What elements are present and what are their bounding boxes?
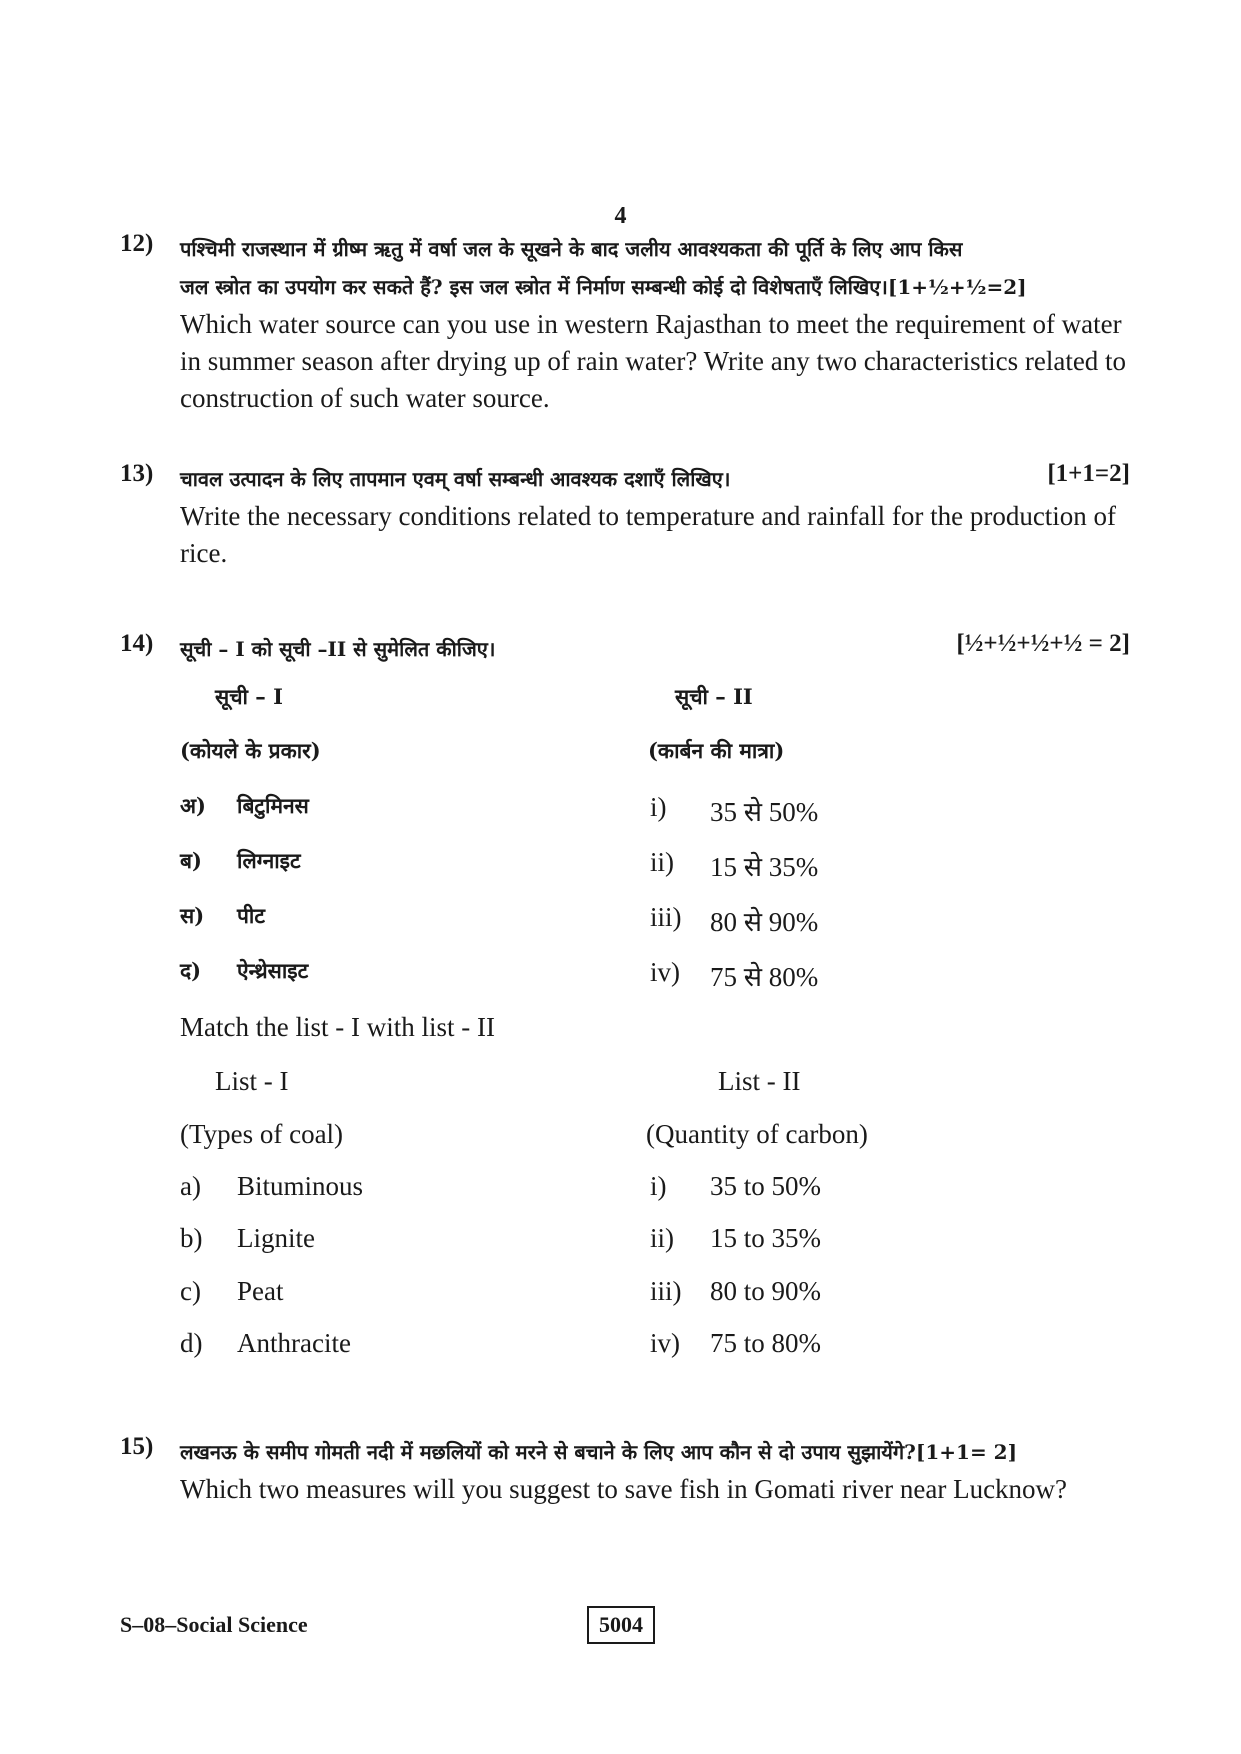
english-list-titles [120, 1066, 1130, 1106]
english-list2-title: List - II [718, 1066, 801, 1096]
question-12-hindi-line2: जल स्त्रोत का उपयोग कर सकते हैं? इस जल स्त्रोत में निर्माण सम्बन्धी कोई दो विशेषताएँ लिखिए।[1+½+½=2] [180, 275, 1027, 299]
question-13 [120, 460, 1130, 572]
question-15 [120, 1433, 1130, 1508]
row-letter: a) [180, 1171, 201, 1201]
coal-type: लिग्नाइट [237, 848, 301, 873]
row-numeral: iv) [650, 1328, 680, 1358]
footer-paper-code: 5004 [587, 1606, 655, 1644]
carbon-quantity: 80 से 90% [710, 907, 819, 937]
question-15-english: Which two measures will you suggest to save fish in Gomati river near Lucknow? [180, 1474, 1068, 1504]
english-list-subtitles [120, 1119, 1130, 1159]
question-12-hindi-line1: पश्चिमी राजस्थान में ग्रीष्म ऋतु में वर्षा जल के सूखने के बाद जलीय आवश्यकता की पूर्ति के लिए आप किस [180, 237, 963, 261]
question-14 [120, 630, 1130, 668]
row-letter: c) [180, 1276, 201, 1306]
carbon-quantity: 75 से 80% [710, 962, 819, 992]
coal-type: Bituminous [237, 1171, 364, 1201]
hindi-match-row [120, 847, 1130, 887]
question-number: 14) [120, 630, 154, 657]
hindi-list1-subtitle: (कोयले के प्रकार) [180, 738, 321, 763]
carbon-quantity: 80 to 90% [710, 1276, 821, 1306]
question-number: 12) [120, 230, 154, 257]
english-instruction-row [120, 1012, 1130, 1052]
coal-type: Lignite [237, 1223, 315, 1253]
question-15-hindi: लखनऊ के समीप गोमती नदी में मछलियों को मरने से बचाने के लिए आप कौन से दो उपाय सुझायेंगे?[1+1= 2] [180, 1440, 1018, 1464]
question-13-marks: [1+1=2] [1047, 460, 1130, 487]
english-match-row [120, 1328, 1130, 1368]
hindi-list1-title: सूची – I [215, 684, 283, 709]
english-instruction: Match the list - I with list - II [180, 1012, 495, 1042]
question-number: 13) [120, 460, 154, 487]
coal-type: ऐन्थ्रेसाइट [237, 958, 309, 983]
question-14-hindi: सूची – I को सूची –II से सुमेलित कीजिए। [180, 637, 496, 661]
coal-type: Peat [237, 1276, 284, 1306]
row-letter: b) [180, 1223, 203, 1253]
coal-type: बिटुमिनस [237, 793, 309, 818]
carbon-quantity: 15 to 35% [710, 1223, 821, 1253]
question-12 [120, 230, 1130, 417]
hindi-list2-subtitle: (कार्बन की मात्रा) [648, 738, 785, 763]
english-match-row [120, 1276, 1130, 1316]
english-match-row [120, 1223, 1130, 1263]
carbon-quantity: 35 to 50% [710, 1171, 821, 1201]
row-numeral: iii) [650, 1276, 682, 1306]
hindi-match-row [120, 792, 1130, 832]
carbon-quantity: 75 to 80% [710, 1328, 821, 1358]
row-numeral: iii) [650, 902, 682, 932]
row-numeral: i) [650, 792, 667, 822]
row-numeral: ii) [650, 1223, 674, 1253]
hindi-list-titles [120, 683, 1130, 723]
question-number: 15) [120, 1433, 154, 1460]
row-letter: d) [180, 1328, 203, 1358]
question-14-marks: [½+½+½+½ = 2] [956, 630, 1130, 657]
footer-subject: S–08–Social Science [120, 1612, 308, 1637]
english-match-row [120, 1171, 1130, 1211]
carbon-quantity: 15 से 35% [710, 852, 819, 882]
row-numeral: ii) [650, 847, 674, 877]
coal-type: पीट [237, 903, 265, 928]
row-numeral: i) [650, 1171, 667, 1201]
row-letter: स) [180, 903, 205, 928]
question-13-hindi: चावल उत्पादन के लिए तापमान एवम् वर्षा सम्बन्धी आवश्यक दशाएँ लिखिए। [180, 467, 731, 491]
question-12-english: Which water source can you use in western Rajasthan to meet the requirement of water in summer season after drying up of rain water? Write any two characteristics related to construction of such water source. [180, 309, 1127, 413]
page-number: 4 [614, 203, 627, 229]
hindi-match-row [120, 902, 1130, 942]
hindi-match-row [120, 957, 1130, 997]
english-list1-title: List - I [215, 1066, 289, 1096]
row-letter: ब) [180, 848, 202, 873]
row-letter: द) [180, 958, 202, 983]
hindi-list-subtitles [120, 737, 1130, 777]
english-list2-subtitle: (Quantity of carbon) [646, 1119, 868, 1149]
english-list1-subtitle: (Types of coal) [180, 1119, 344, 1149]
coal-type: Anthracite [237, 1328, 351, 1358]
question-13-english: Write the necessary conditions related to temperature and rainfall for the production of rice. [180, 501, 1117, 568]
carbon-quantity: 35 से 50% [710, 797, 819, 827]
row-letter: अ) [180, 793, 206, 818]
row-numeral: iv) [650, 957, 680, 987]
hindi-list2-title: सूची – II [675, 684, 753, 709]
